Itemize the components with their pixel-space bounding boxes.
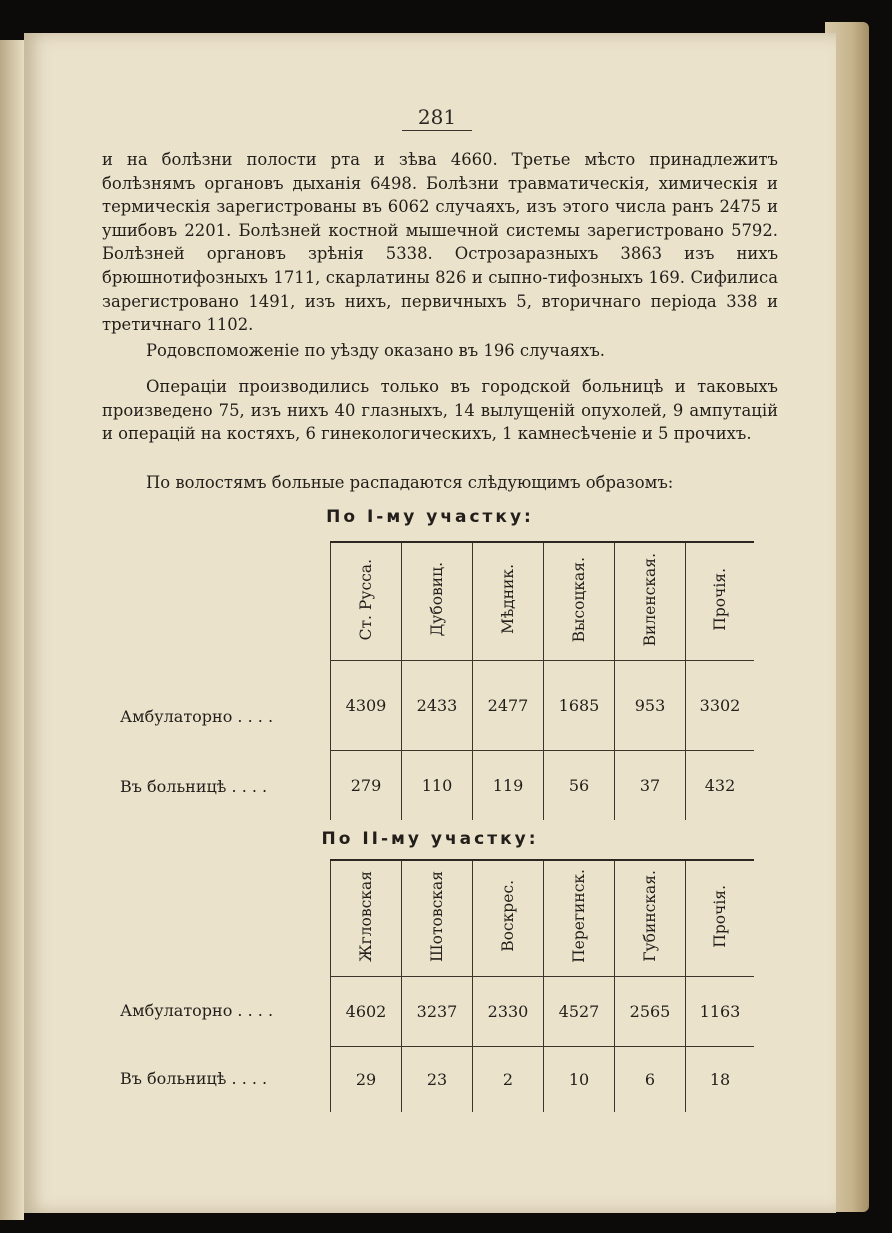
table-cell: 10 bbox=[544, 1046, 615, 1112]
table-cell: 2565 bbox=[615, 976, 686, 1046]
column-header: Мѣдник. bbox=[473, 542, 544, 660]
table-cell: 2477 bbox=[473, 660, 544, 750]
table-cell: 2 bbox=[473, 1046, 544, 1112]
column-header: Ст. Русса. bbox=[331, 542, 402, 660]
row-label-hospital: Въ больницѣ . . . . bbox=[120, 777, 268, 796]
table-cell: 3237 bbox=[402, 976, 473, 1046]
page-number: 281 bbox=[402, 105, 472, 131]
column-header: Губинская. bbox=[615, 860, 686, 976]
table-cell: 3302 bbox=[686, 660, 755, 750]
column-header: Виленская. bbox=[615, 542, 686, 660]
adjacent-page-edge bbox=[0, 40, 24, 1220]
column-header: Прочія. bbox=[686, 542, 755, 660]
table-cell: 1163 bbox=[686, 976, 755, 1046]
table-cell: 29 bbox=[331, 1046, 402, 1112]
table-cell: 432 bbox=[686, 750, 755, 820]
table-heading-district-2: По II-му участку: bbox=[321, 829, 539, 849]
column-header: Жгловская bbox=[331, 860, 402, 976]
paragraph-volost-intro: По волостямъ больные распадаются слѣдующимъ образомъ: bbox=[146, 473, 674, 492]
table-cell: 6 bbox=[615, 1046, 686, 1112]
table-cell: 18 bbox=[686, 1046, 755, 1112]
paragraph-diseases: и на болѣзни полости рта и зѣва 4660. Третье мѣсто принадлежитъ болѣзнямъ органовъ дыханія 6498. Болѣзни травматическія, химическія и термическія зарегистрованы въ 6062 случаяхъ, изъ этого числа ранъ 2475 и ушибовъ 2201. Болѣзней костной мышечной системы зарегистровано 5792. Болѣзней органовъ зрѣнія 5338. Острозаразныхъ 3863 изъ нихъ брюшнотифозныхъ 1711, скарлатины 826 и сыпно-тифозныхъ 169. Сифилиса зарегистровано 1491, изъ нихъ, первичныхъ 5, вторичнаго періода 338 и третичнаго 1102. bbox=[102, 150, 778, 335]
book-page bbox=[24, 33, 836, 1213]
table-cell: 119 bbox=[473, 750, 544, 820]
table-heading-district-1: По I-му участку: bbox=[326, 507, 534, 527]
table-cell: 953 bbox=[615, 660, 686, 750]
table-cell: 1685 bbox=[544, 660, 615, 750]
table-district-1 bbox=[330, 541, 754, 820]
table-cell: 2330 bbox=[473, 976, 544, 1046]
table-cell: 23 bbox=[402, 1046, 473, 1112]
table-cell: 4602 bbox=[331, 976, 402, 1046]
row-label-outpatient: Амбулаторно . . . . bbox=[120, 1001, 274, 1020]
table-cell: 56 bbox=[544, 750, 615, 820]
table-cell: 110 bbox=[402, 750, 473, 820]
table-cell: 37 bbox=[615, 750, 686, 820]
column-header: Дубовиц. bbox=[402, 542, 473, 660]
table-cell: 279 bbox=[331, 750, 402, 820]
paragraph-obstetrics: Родовспоможеніе по уѣзду оказано въ 196 случаяхъ. bbox=[146, 341, 605, 360]
table-cell: 4527 bbox=[544, 976, 615, 1046]
table-cell: 2433 bbox=[402, 660, 473, 750]
table-district-2 bbox=[330, 859, 754, 1112]
column-header: Высоцкая. bbox=[544, 542, 615, 660]
column-header: Прочія. bbox=[686, 860, 755, 976]
paragraph-operations: Операціи производились только въ городской больницѣ и таковыхъ произведено 75, изъ нихъ 40 глазныхъ, 14 вылущеній опухолей, 9 ампутацій и операцій на костяхъ, 6 гинекологическихъ, 1 камнесѣченіе и 5 прочихъ. bbox=[102, 377, 778, 444]
column-header: Воскрес. bbox=[473, 860, 544, 976]
column-header: Шотовская bbox=[402, 860, 473, 976]
table-cell: 4309 bbox=[331, 660, 402, 750]
row-label-hospital: Въ больницѣ . . . . bbox=[120, 1069, 268, 1088]
column-header: Перегинск. bbox=[544, 860, 615, 976]
row-label-outpatient: Амбулаторно . . . . bbox=[120, 707, 274, 726]
